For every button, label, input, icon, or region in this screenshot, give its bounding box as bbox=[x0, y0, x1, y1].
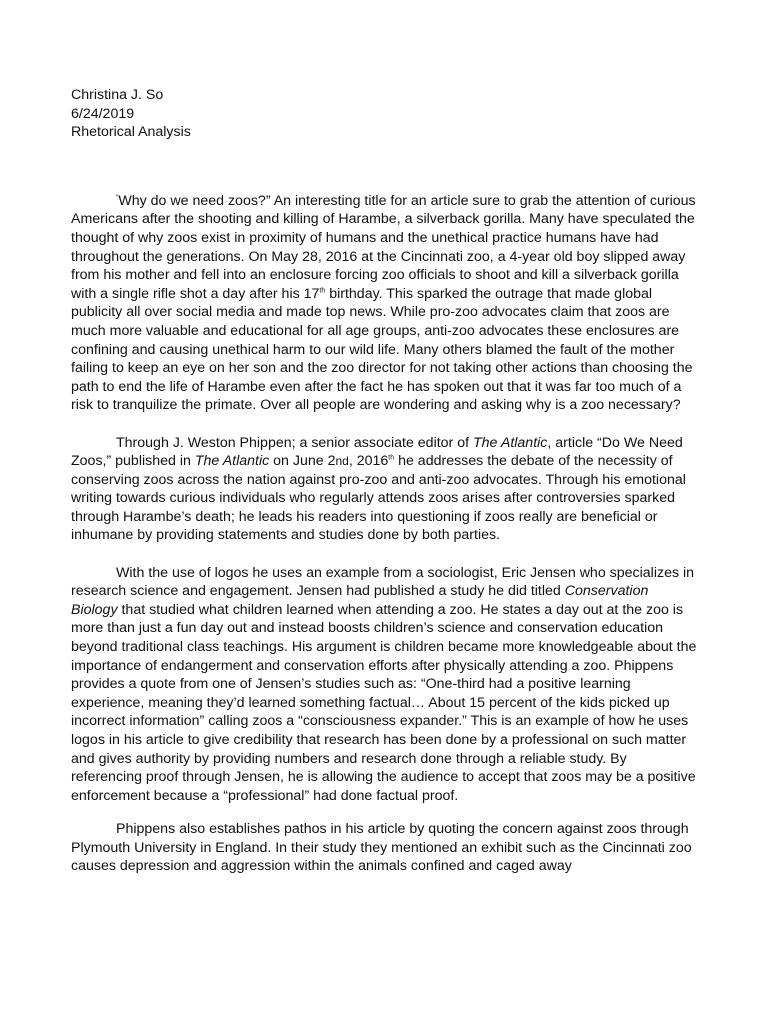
publication-name: The Atlantic bbox=[473, 434, 548, 451]
paragraph-4 bbox=[71, 820, 697, 876]
document-header bbox=[71, 86, 697, 142]
document-title: Rhetorical Analysis bbox=[71, 124, 191, 141]
paragraph-2-text-e: he addresses the debate of the necessity of conserving zoos across the nation against pro-zoo and anti-zoo advocates. Through his emotional writing towards curious individuals who regularly attends zoos arises after controversies sparked through Harambe’s death; he leads his readers into questioning if zoos really are beneficial or inhumane by providing statements and studies done by both parties. bbox=[71, 453, 686, 544]
opening-quote-mark: “ bbox=[116, 194, 119, 202]
author-name: Christina J. So bbox=[71, 87, 164, 103]
paragraph-1-text-b: birthday. This sparked the outrage that made global publicity all over social media and made top news. While pro-zoo advocates claim that zoos are much more valuable and educational for all age groups, anti-zoo advocates these enclosures are confining and causing unethical harm to our wild life. Many others blamed the fault of the mother failing to keep an eye on her son and the zoo director for not taking other actions than choosing the path to end the life of Harambe even after the fact he has spoken out that it was far too much of a risk to tranquilize the primate. Over all people are wondering and asking why is a zoo necessary? bbox=[71, 285, 693, 414]
paragraph-1-text-a: Why do we need zoos?” An interesting title for an article sure to grab the attention of curious Americans after the shooting and killing of Harambe, a silverback gorilla. Many have speculated the thought of why zoos exist in proximity of humans and the unethical practice humans have had throughout the generations. On May 28, 2016 at the Cincinnati zoo, a 4-year old boy slipped away from his mother and fell into an enclosure forcing zoo officials to shoot and kill a silverback gorilla with a single rifle shot a day after his 17 bbox=[71, 192, 696, 302]
ordinal-suffix: th bbox=[388, 454, 395, 462]
publication-name: The Atlantic bbox=[194, 453, 270, 470]
paragraph-2-text-b: , article “Do We Need Zoos,” published in bbox=[71, 434, 683, 470]
paragraph-4-text: Phippens also establishes pathos in his article by quoting the concern against zoos through Plymouth University in England. In their study they mentioned an exhibit such as the Cincinnati zoo causes depression and aggression within the animals confined and caged away bbox=[71, 820, 692, 875]
paragraph-3-text-a: With the use of logos he uses an example from a sociologist, Eric Jensen who specializes in research science and engagement. Jensen had published a study he did titled bbox=[71, 564, 695, 600]
paragraph-1 bbox=[71, 192, 697, 415]
ordinal-suffix: nd bbox=[335, 454, 349, 469]
paragraph-2 bbox=[71, 434, 697, 546]
paragraph-2-text-d: , 2016 bbox=[348, 453, 389, 470]
paragraph-2-text-c: on June 2 bbox=[269, 453, 336, 470]
document-page bbox=[71, 86, 697, 876]
ordinal-suffix: th bbox=[319, 287, 326, 295]
paragraph-2-text-a: Through J. Weston Phippen; a senior associate editor of bbox=[116, 434, 473, 451]
study-title: Conservation Biology bbox=[71, 583, 649, 618]
paragraph-3 bbox=[71, 564, 697, 806]
document-date: 6/24/2019 bbox=[71, 105, 135, 122]
paragraph-3-text-b: that studied what children learned when attending a zoo. He states a day out at the zoo is more than just a fun day out and instead boosts children’s science and conservation education beyond traditional class teachings. His argument is children became more knowledgeable about the importance of endangerment and conservation efforts after physically attending a zoo. Phippens provides a quote from one of Jensen’s studies such as: “One-third had a positive learning experience, meaning they’d learned something factual… About 15 percent of the kids picked up incorrect information” calling zoos a “consciousness expander.” This is an example of how he uses logos in his article to give credibility that research has been done by a professional on such matter and gives authority by providing numbers and research done through a reliable study. By referencing proof through Jensen, he is allowing the audience to accept that zoos may be a positive enforcement because a “professional” had done factual proof. bbox=[71, 601, 697, 804]
